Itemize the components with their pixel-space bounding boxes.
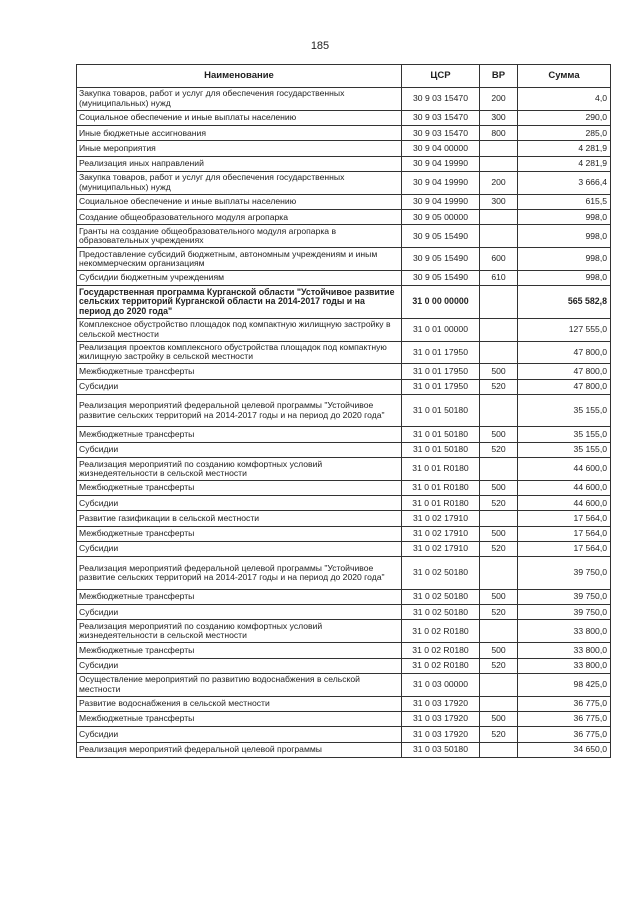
cell-name: Реализация мероприятий федеральной целевой программы "Устойчивое развитие сельских территорий на 2014-2017 годы и на период до 2020 года" bbox=[77, 394, 402, 427]
cell-vr: 200 bbox=[480, 88, 518, 111]
table-row bbox=[77, 110, 611, 125]
cell-vr bbox=[480, 286, 518, 319]
table-row bbox=[77, 442, 611, 457]
cell-csr: 31 0 01 17950 bbox=[402, 341, 480, 364]
table-row bbox=[77, 379, 611, 394]
cell-csr: 31 0 01 17950 bbox=[402, 379, 480, 394]
cell-vr: 500 bbox=[480, 526, 518, 541]
table-row bbox=[77, 364, 611, 379]
table-row bbox=[77, 480, 611, 495]
cell-name: Государственная программа Курганской области "Устойчивое развитие сельских территорий Курганской области на 2014-2017 годы и на период до 2020 года" bbox=[77, 286, 402, 319]
cell-csr: 31 0 01 50180 bbox=[402, 442, 480, 457]
table-row bbox=[77, 225, 611, 248]
cell-vr bbox=[480, 696, 518, 711]
cell-name: Развитие водоснабжения в сельской местности bbox=[77, 696, 402, 711]
table-row bbox=[77, 318, 611, 341]
cell-csr: 31 0 00 00000 bbox=[402, 286, 480, 319]
table-row bbox=[77, 458, 611, 481]
table-row bbox=[77, 156, 611, 171]
table-row bbox=[77, 194, 611, 209]
table-row bbox=[77, 620, 611, 643]
cell-sum: 17 564,0 bbox=[518, 526, 611, 541]
cell-sum: 35 155,0 bbox=[518, 394, 611, 427]
cell-name: Закупка товаров, работ и услуг для обеспечения государственных (муниципальных) нужд bbox=[77, 88, 402, 111]
cell-csr: 31 0 03 50180 bbox=[402, 742, 480, 757]
cell-csr: 31 0 03 00000 bbox=[402, 673, 480, 696]
cell-vr bbox=[480, 511, 518, 526]
cell-vr: 500 bbox=[480, 589, 518, 604]
cell-sum: 4,0 bbox=[518, 88, 611, 111]
cell-sum: 17 564,0 bbox=[518, 511, 611, 526]
cell-csr: 30 9 04 19990 bbox=[402, 156, 480, 171]
cell-name: Социальное обеспечение и иные выплаты населению bbox=[77, 110, 402, 125]
cell-vr bbox=[480, 557, 518, 590]
cell-csr: 31 0 02 50180 bbox=[402, 605, 480, 620]
cell-name: Реализация мероприятий по созданию комфортных условий жизнедеятельности в сельской местности bbox=[77, 620, 402, 643]
cell-vr: 300 bbox=[480, 194, 518, 209]
cell-csr: 30 9 03 15470 bbox=[402, 126, 480, 141]
cell-name: Межбюджетные трансферты bbox=[77, 480, 402, 495]
cell-name: Гранты на создание общеобразовательного модуля агропарка в образовательных учреждениях bbox=[77, 225, 402, 248]
cell-name: Межбюджетные трансферты bbox=[77, 526, 402, 541]
cell-csr: 31 0 02 R0180 bbox=[402, 643, 480, 658]
cell-sum: 998,0 bbox=[518, 270, 611, 285]
table-row bbox=[77, 658, 611, 673]
cell-name: Межбюджетные трансферты bbox=[77, 364, 402, 379]
cell-name: Межбюджетные трансферты bbox=[77, 643, 402, 658]
table-row bbox=[77, 88, 611, 111]
table-row bbox=[77, 557, 611, 590]
cell-sum: 998,0 bbox=[518, 210, 611, 225]
cell-sum: 290,0 bbox=[518, 110, 611, 125]
cell-csr: 31 0 01 17950 bbox=[402, 364, 480, 379]
cell-csr: 31 0 03 17920 bbox=[402, 696, 480, 711]
cell-name: Реализация проектов комплексного обустройства площадок под компактную жилищную застройку в сельской местности bbox=[77, 341, 402, 364]
cell-name: Социальное обеспечение и иные выплаты населению bbox=[77, 194, 402, 209]
table-row bbox=[77, 286, 611, 319]
cell-sum: 615,5 bbox=[518, 194, 611, 209]
cell-csr: 30 9 05 15490 bbox=[402, 270, 480, 285]
cell-vr: 520 bbox=[480, 658, 518, 673]
cell-name: Комплексное обустройство площадок под компактную жилищную застройку в сельской местности bbox=[77, 318, 402, 341]
cell-sum: 35 155,0 bbox=[518, 442, 611, 457]
cell-sum: 33 800,0 bbox=[518, 620, 611, 643]
table-row bbox=[77, 711, 611, 726]
cell-vr bbox=[480, 318, 518, 341]
cell-csr: 30 9 03 15470 bbox=[402, 110, 480, 125]
cell-sum: 44 600,0 bbox=[518, 458, 611, 481]
cell-csr: 31 0 03 17920 bbox=[402, 727, 480, 742]
table-row bbox=[77, 542, 611, 557]
table-row bbox=[77, 742, 611, 757]
cell-sum: 33 800,0 bbox=[518, 643, 611, 658]
cell-name: Реализация мероприятий федеральной целевой программы "Устойчивое развитие сельских территорий на 2014-2017 годы и на период до 2020 года" bbox=[77, 557, 402, 590]
table-row bbox=[77, 526, 611, 541]
cell-sum: 127 555,0 bbox=[518, 318, 611, 341]
cell-csr: 31 0 03 17920 bbox=[402, 711, 480, 726]
column-header-sum: Сумма bbox=[518, 65, 611, 88]
cell-vr: 520 bbox=[480, 496, 518, 511]
cell-vr: 520 bbox=[480, 379, 518, 394]
cell-csr: 31 0 02 50180 bbox=[402, 589, 480, 604]
cell-vr bbox=[480, 341, 518, 364]
cell-csr: 31 0 01 R0180 bbox=[402, 480, 480, 495]
table-row bbox=[77, 427, 611, 442]
cell-csr: 30 9 05 00000 bbox=[402, 210, 480, 225]
table-body bbox=[77, 88, 611, 758]
table-row bbox=[77, 171, 611, 194]
table-row bbox=[77, 248, 611, 271]
cell-sum: 998,0 bbox=[518, 225, 611, 248]
cell-vr bbox=[480, 225, 518, 248]
cell-csr: 31 0 01 R0180 bbox=[402, 458, 480, 481]
cell-csr: 30 9 03 15470 bbox=[402, 88, 480, 111]
cell-sum: 39 750,0 bbox=[518, 589, 611, 604]
cell-sum: 33 800,0 bbox=[518, 658, 611, 673]
cell-vr bbox=[480, 156, 518, 171]
cell-sum: 36 775,0 bbox=[518, 711, 611, 726]
table-row bbox=[77, 141, 611, 156]
cell-vr: 500 bbox=[480, 643, 518, 658]
cell-csr: 30 9 04 00000 bbox=[402, 141, 480, 156]
cell-vr: 300 bbox=[480, 110, 518, 125]
cell-vr: 610 bbox=[480, 270, 518, 285]
table-row bbox=[77, 394, 611, 427]
cell-name: Субсидии bbox=[77, 605, 402, 620]
cell-name: Реализация иных направлений bbox=[77, 156, 402, 171]
cell-name: Реализация мероприятий по созданию комфортных условий жизнедеятельности в сельской местности bbox=[77, 458, 402, 481]
cell-name: Субсидии bbox=[77, 658, 402, 673]
cell-name: Субсидии бюджетным учреждениям bbox=[77, 270, 402, 285]
cell-vr: 520 bbox=[480, 727, 518, 742]
table-header-row bbox=[77, 65, 611, 88]
cell-vr bbox=[480, 620, 518, 643]
table-row bbox=[77, 673, 611, 696]
cell-vr: 520 bbox=[480, 442, 518, 457]
cell-vr bbox=[480, 394, 518, 427]
cell-csr: 30 9 04 19990 bbox=[402, 194, 480, 209]
cell-sum: 39 750,0 bbox=[518, 605, 611, 620]
cell-csr: 31 0 01 50180 bbox=[402, 394, 480, 427]
cell-sum: 34 650,0 bbox=[518, 742, 611, 757]
cell-sum: 285,0 bbox=[518, 126, 611, 141]
cell-sum: 17 564,0 bbox=[518, 542, 611, 557]
table-row bbox=[77, 126, 611, 141]
cell-vr bbox=[480, 141, 518, 156]
cell-vr: 800 bbox=[480, 126, 518, 141]
cell-name: Межбюджетные трансферты bbox=[77, 427, 402, 442]
table-row bbox=[77, 210, 611, 225]
column-header-vr: ВР bbox=[480, 65, 518, 88]
cell-csr: 30 9 05 15490 bbox=[402, 248, 480, 271]
column-header-name: Наименование bbox=[77, 65, 402, 88]
cell-vr: 520 bbox=[480, 605, 518, 620]
cell-name: Субсидии bbox=[77, 442, 402, 457]
cell-name: Иные бюджетные ассигнования bbox=[77, 126, 402, 141]
cell-sum: 36 775,0 bbox=[518, 727, 611, 742]
cell-name: Осуществление мероприятий по развитию водоснабжения в сельской местности bbox=[77, 673, 402, 696]
cell-name: Субсидии bbox=[77, 727, 402, 742]
table-row bbox=[77, 696, 611, 711]
cell-csr: 31 0 01 50180 bbox=[402, 427, 480, 442]
cell-sum: 47 800,0 bbox=[518, 341, 611, 364]
budget-table bbox=[76, 64, 611, 758]
cell-sum: 998,0 bbox=[518, 248, 611, 271]
cell-csr: 31 0 02 R0180 bbox=[402, 620, 480, 643]
table-row bbox=[77, 589, 611, 604]
cell-name: Закупка товаров, работ и услуг для обеспечения государственных (муниципальных) нужд bbox=[77, 171, 402, 194]
cell-sum: 39 750,0 bbox=[518, 557, 611, 590]
table-row bbox=[77, 643, 611, 658]
cell-vr bbox=[480, 210, 518, 225]
cell-vr bbox=[480, 458, 518, 481]
table-row bbox=[77, 270, 611, 285]
cell-vr: 500 bbox=[480, 364, 518, 379]
cell-sum: 98 425,0 bbox=[518, 673, 611, 696]
cell-vr bbox=[480, 673, 518, 696]
cell-vr: 500 bbox=[480, 480, 518, 495]
cell-csr: 31 0 02 17910 bbox=[402, 511, 480, 526]
cell-csr: 31 0 02 17910 bbox=[402, 542, 480, 557]
table-row bbox=[77, 727, 611, 742]
cell-csr: 31 0 02 R0180 bbox=[402, 658, 480, 673]
cell-csr: 31 0 01 R0180 bbox=[402, 496, 480, 511]
cell-sum: 36 775,0 bbox=[518, 696, 611, 711]
cell-vr: 500 bbox=[480, 427, 518, 442]
cell-vr: 600 bbox=[480, 248, 518, 271]
cell-name: Межбюджетные трансферты bbox=[77, 589, 402, 604]
cell-sum: 4 281,9 bbox=[518, 141, 611, 156]
cell-csr: 31 0 01 00000 bbox=[402, 318, 480, 341]
cell-name: Предоставление субсидий бюджетным, автономным учреждениям и иным некоммерческим организациям bbox=[77, 248, 402, 271]
cell-sum: 44 600,0 bbox=[518, 496, 611, 511]
page-number: 185 bbox=[310, 40, 330, 52]
cell-name: Иные мероприятия bbox=[77, 141, 402, 156]
cell-sum: 47 800,0 bbox=[518, 379, 611, 394]
table-row bbox=[77, 605, 611, 620]
column-header-csr: ЦСР bbox=[402, 65, 480, 88]
cell-vr bbox=[480, 742, 518, 757]
cell-sum: 35 155,0 bbox=[518, 427, 611, 442]
cell-vr: 200 bbox=[480, 171, 518, 194]
table-row bbox=[77, 341, 611, 364]
cell-name: Реализация мероприятий федеральной целевой программы bbox=[77, 742, 402, 757]
cell-name: Субсидии bbox=[77, 542, 402, 557]
cell-csr: 30 9 04 19990 bbox=[402, 171, 480, 194]
table-row bbox=[77, 496, 611, 511]
cell-sum: 4 281,9 bbox=[518, 156, 611, 171]
cell-sum: 44 600,0 bbox=[518, 480, 611, 495]
cell-name: Развитие газификации в сельской местности bbox=[77, 511, 402, 526]
cell-vr: 500 bbox=[480, 711, 518, 726]
cell-csr: 31 0 02 17910 bbox=[402, 526, 480, 541]
cell-name: Субсидии bbox=[77, 496, 402, 511]
cell-name: Субсидии bbox=[77, 379, 402, 394]
cell-sum: 565 582,8 bbox=[518, 286, 611, 319]
cell-csr: 30 9 05 15490 bbox=[402, 225, 480, 248]
cell-sum: 47 800,0 bbox=[518, 364, 611, 379]
cell-sum: 3 666,4 bbox=[518, 171, 611, 194]
cell-name: Создание общеобразовательного модуля агропарка bbox=[77, 210, 402, 225]
table-row bbox=[77, 511, 611, 526]
cell-vr: 520 bbox=[480, 542, 518, 557]
cell-name: Межбюджетные трансферты bbox=[77, 711, 402, 726]
cell-csr: 31 0 02 50180 bbox=[402, 557, 480, 590]
